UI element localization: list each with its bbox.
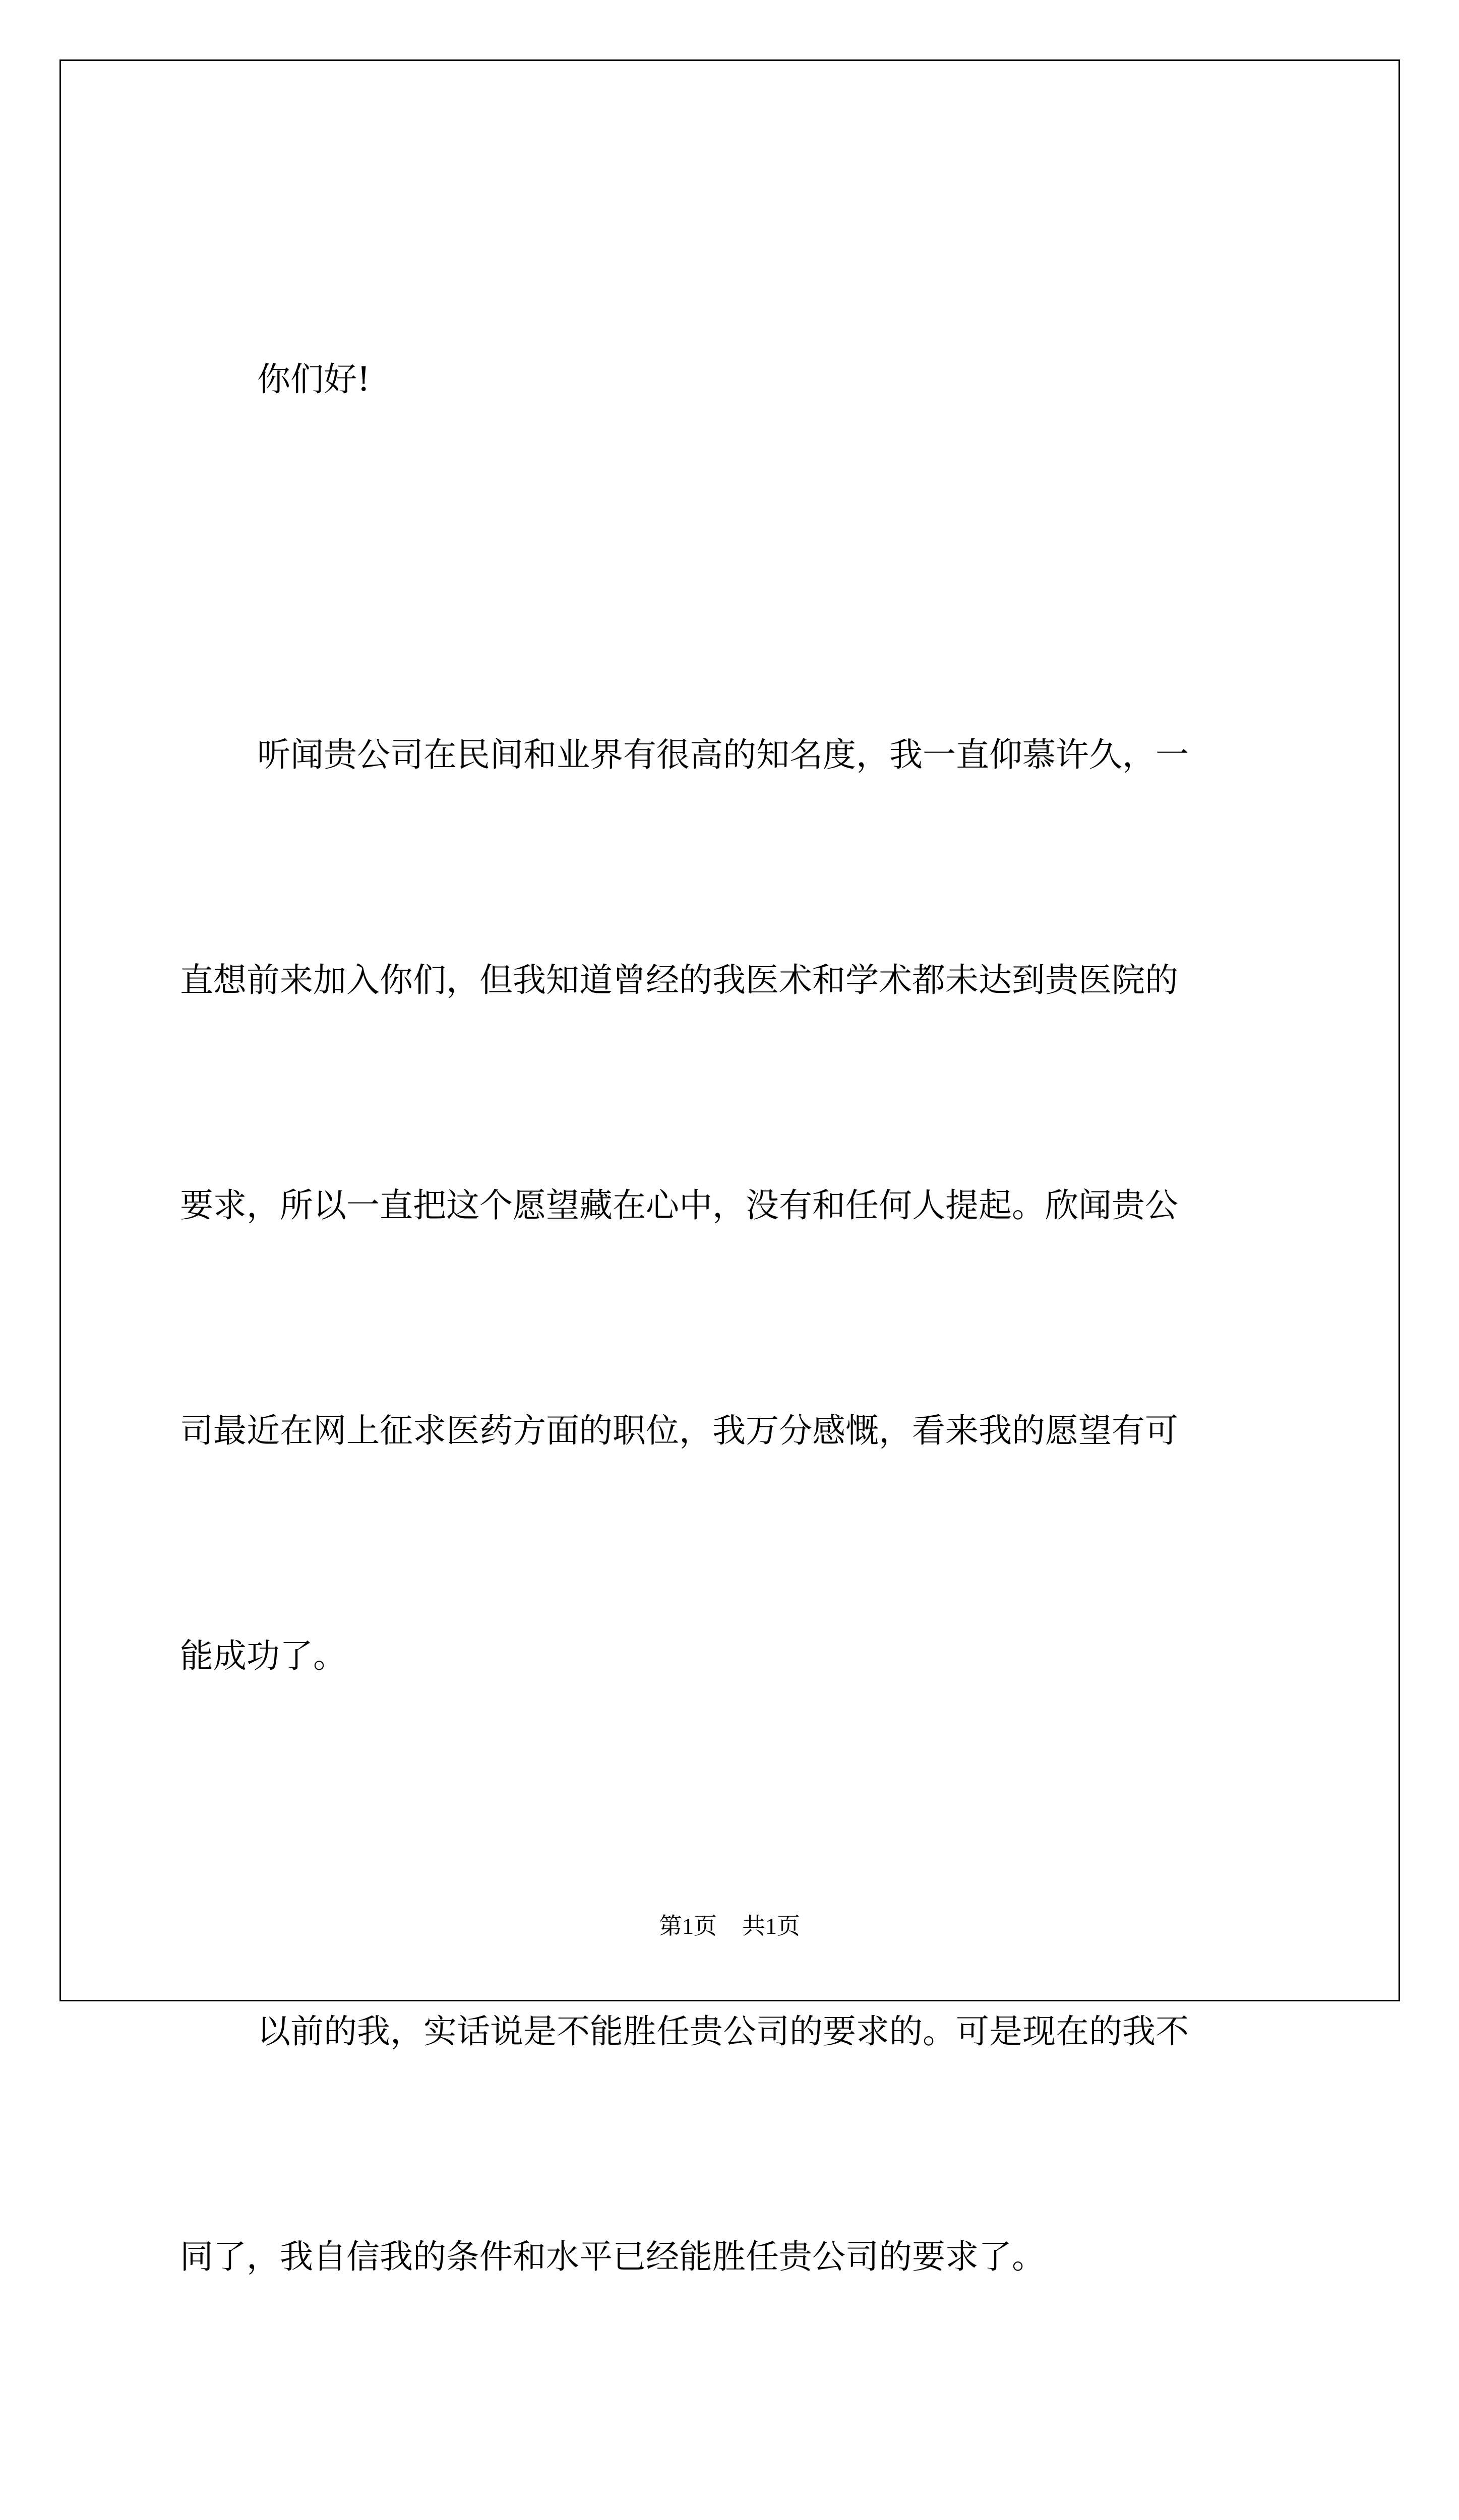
page-total: 共1页: [742, 1913, 800, 1939]
page-footer: [0, 1908, 1459, 1941]
text-line: 直想前来加入你们，但我知道曾经的我医术和学术都未达到贵医院的: [180, 961, 1178, 999]
paragraph-application: [180, 2444, 1279, 2520]
text-line: 能成功了。: [180, 1636, 346, 1675]
text-line: 听闻贵公司在民间和业界有很高的知名度，我一直仰慕许久，一: [257, 735, 1189, 774]
paragraph-intro: [180, 567, 1279, 1844]
text-line: 要求，所以一直把这个愿望藏在心中，没有和任何人提起。欣闻贵公: [180, 1186, 1178, 1225]
text-line: 你们好!: [257, 360, 371, 399]
text-line: 同了，我自信我的条件和水平已经能胜任贵公司的要求了。: [180, 2237, 1045, 2276]
paragraph-greeting: [180, 192, 1279, 567]
text-line: 司最近在网上征求医药方面的职位，我万分感慨，看来我的愿望有可: [180, 1411, 1178, 1450]
text-line: 以前的我，实话说是不能胜任贵公司的要求的。可是现在的我不: [257, 2012, 1189, 2051]
document-body: [180, 192, 1279, 2520]
page-number: 第1页: [659, 1913, 717, 1939]
